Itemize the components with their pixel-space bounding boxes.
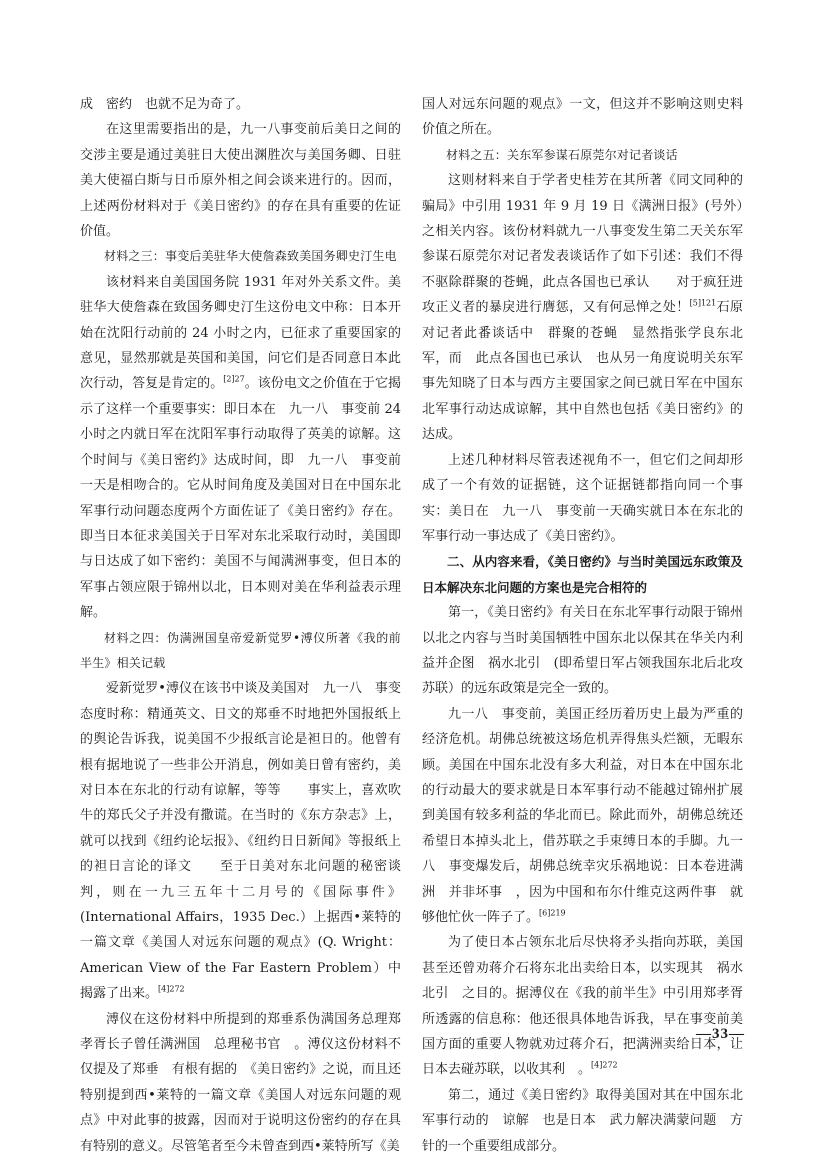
paragraph-text: 第二，通过《美日密约》取得美国对其在中国东北军事行动的 谅解 也是日本 武力解决满蒙问题 方针的一个重要组成部分。 xyxy=(422,1087,743,1154)
citation-ref: [5]121 xyxy=(689,298,717,308)
paragraph-text: 材料之五：关东军参谋石原莞尔对记者谈话 xyxy=(446,147,678,162)
paragraph-text: 溥仪在这份材料中所提到的郑垂系伪满国务总理郑孝胥长子曾任满洲国 总理秘书官 。溥仪这份材料不仅提及了郑垂 有根有据的 《美日密约》之说，而且还特别提到西•莱特的一篇文章《美国人对远东问题的观点》中对此事的披露，因而对于说明这份密约的存在具有特别的意义。尽管笔者至今未曾查到西•莱特所写《美 xyxy=(80,1011,401,1154)
paragraph-text: 材料之四：伪满洲国皇帝爱新觉罗•溥仪所著《我的前半生》相关记载 xyxy=(80,630,401,670)
paragraph-text: 。该份电文之价值在于它揭示了这样一个重要事实：即日本在 九一八 事变前 24 小时之内就日军在沈阳军事行动取得了英美的谅解。这个时间与《美日密约》达成时间，即 九一八 事变前一天是相吻合的。它从时间角度及美国对日在中国东北军事行动问题态度两个方面佐证了《美日密约》存在。即当日本征求美国关于日军对东北采取行动时，美国即与日达成了如下密约：美国不与闻满洲事变，但日本的军事占领应限于锦州以北，日本则对美在华利益表示理解。 xyxy=(80,376,401,621)
paragraph-text: 这则材料来自于学者史桂芳在其所著《同文同种的骗局》中引用 1931 年 9 月 19 日《满洲日报》(号外）之相关内容。该份材料就九一八事变发生第二天关东军参谋石原莞尔对记者发表谈话作了如下引述：我们不得不驱除群聚的苍蝇，此点各国也已承认 对于疯狂进攻正义者的暴戾进行膺惩，又有何忌惮之处！ xyxy=(422,173,743,316)
body-paragraph xyxy=(422,1083,743,1159)
body-paragraph xyxy=(422,930,743,1082)
paragraph-text: 上述几种材料尽管表述视角不一，但它们之间却形成了一个有效的证据链，这个证据链都指向同一个事实：美日在 九一八 事变前一天确实就日本在东北的军事行动一事达成了《美日密约》。 xyxy=(422,452,743,544)
paragraph-text: 在这里需要指出的是，九一八事变前后美日之间的交涉主要是通过美驻日大使出渊胜次与美国务卿、日驻美大使福白斯与日币原外相之间会谈来进行的。因而，上述两份材料对于《美日密约》的存在具有重要的佐证价值。 xyxy=(80,122,401,240)
body-paragraph xyxy=(80,92,401,117)
body-paragraph xyxy=(422,702,743,931)
right-text-column xyxy=(422,92,743,1159)
left-text-column xyxy=(80,92,401,1159)
body-paragraph xyxy=(422,600,743,702)
material-subheading xyxy=(80,626,401,677)
paragraph-text: 第一，《美日密约》有关日在东北军事行动限于锦州以北之内容与当时美国牺牲中国东北以保其在华关内利益并企图 祸水北引 (即希望日军占领我国东北后北攻苏联）的远东政策是完全一致的。 xyxy=(422,605,743,697)
body-paragraph xyxy=(80,1007,401,1159)
body-paragraph xyxy=(80,676,401,1006)
paragraph-text: 二、从内容来看，《美日密约》与当时美国远东政策及日本解决东北问题的方案也是完合相符的 xyxy=(422,554,743,595)
paragraph-text: 石原对记者此番谈话中 群聚的苍蝇 显然指张学良东北军，而 此点各国也已承认 也从另一角度说明关东军事先知晓了日本与西方主要国家之间已就日军在中国东北军事行动达成谅解，其中自然也包括《美日密约》的达成。 xyxy=(422,300,743,443)
citation-ref: [6]219 xyxy=(539,908,566,918)
body-paragraph xyxy=(80,117,401,244)
paragraph-text: 国人对远东问题的观点》一文，但这并不影响这则史料价值之所在。 xyxy=(422,97,743,138)
body-paragraph xyxy=(422,92,743,143)
paragraph-text: 为了使日本占领东北后尽快将矛头指向苏联，美国甚至还曾劝蒋介石将东北出卖给日本，以实现其 祸水北引 之目的。据溥仪在《我的前半生》中引用郑孝胥所透露的信息称：他还很具体地告诉我，早在事变前美国方面的重要人物就劝过蒋介石，把满洲卖给日本，让日本去碰苏联，以收其利 。 xyxy=(422,935,743,1078)
section-heading xyxy=(422,549,743,600)
citation-ref: [4]272 xyxy=(591,1061,618,1071)
paragraph-text: 成 密约 也就不足为奇了。 xyxy=(80,97,250,112)
body-paragraph xyxy=(80,270,401,626)
material-subheading xyxy=(422,143,743,168)
citation-ref: [2]27 xyxy=(223,375,245,385)
material-subheading xyxy=(80,244,401,269)
paragraph-text: 材料之三：事变后美驻华大使詹森致美国务卿史汀生电 xyxy=(104,249,397,264)
body-paragraph xyxy=(422,448,743,550)
paragraph-text: 九一八 事变前，美国正经历着历史上最为严重的经济危机。胡佛总统被这场危机弄得焦头烂额，无暇东顾。美国在中国东北没有多大利益，对日本在中国东北的行动最大的要求就是日本军事行动不能越过锦州扩展到美国有较多利益的华北而已。除此而外，胡佛总统还希望日本掉头北上，借苏联之手束缚日本的手脚。九一八 事变爆发后，胡佛总统幸灾乐祸地说：日本卷进满洲 并非坏事 ，因为中国和布尔什维克这两件事 就够他忙伙一阵子了。 xyxy=(422,706,743,925)
paragraph-text: 该材料来自美国国务院 1931 年对外关系文件。美驻华大使詹森在致国务卿史汀生这份电文中称：日本开始在沈阳行动前的 24 小时之内，已征求了重要国家的意见，显然那就是英国和美国，问它们是否同意日本此次行动，答复是肯定的。 xyxy=(80,274,401,392)
body-paragraph xyxy=(422,168,743,447)
paragraph-text: 爱新觉罗•溥仪在该书中谈及美国对 九一八 事变态度时称：精通英文、日文的郑垂不时地把外国报纸上的舆论告诉我，说美国不少报纸言论是袒日的。他曾有根有据地说了一些非公开消息，例如美日曾有密约，美对日本在东北的行动有谅解，等等 事实上，喜欢吹牛的郑氏父子并没有撒谎。在当时的《东方杂志》上，就可以找到《纽约论坛报》、《纽约日日新闻》等报纸上的袒日言论的译文 至于日美对东北问题的秘密谈判，则在一九三五年十二月号的《国际事件》(International Affairs，1935 Dec.）上据西•莱特的一篇文章《美国人对远东问题的观点》(Q. Wright：American View of the Far Eastern Problem）中揭露了出来。 xyxy=(80,681,401,1002)
page-number: —33— xyxy=(696,1026,745,1042)
citation-ref: [4]272 xyxy=(158,984,185,994)
